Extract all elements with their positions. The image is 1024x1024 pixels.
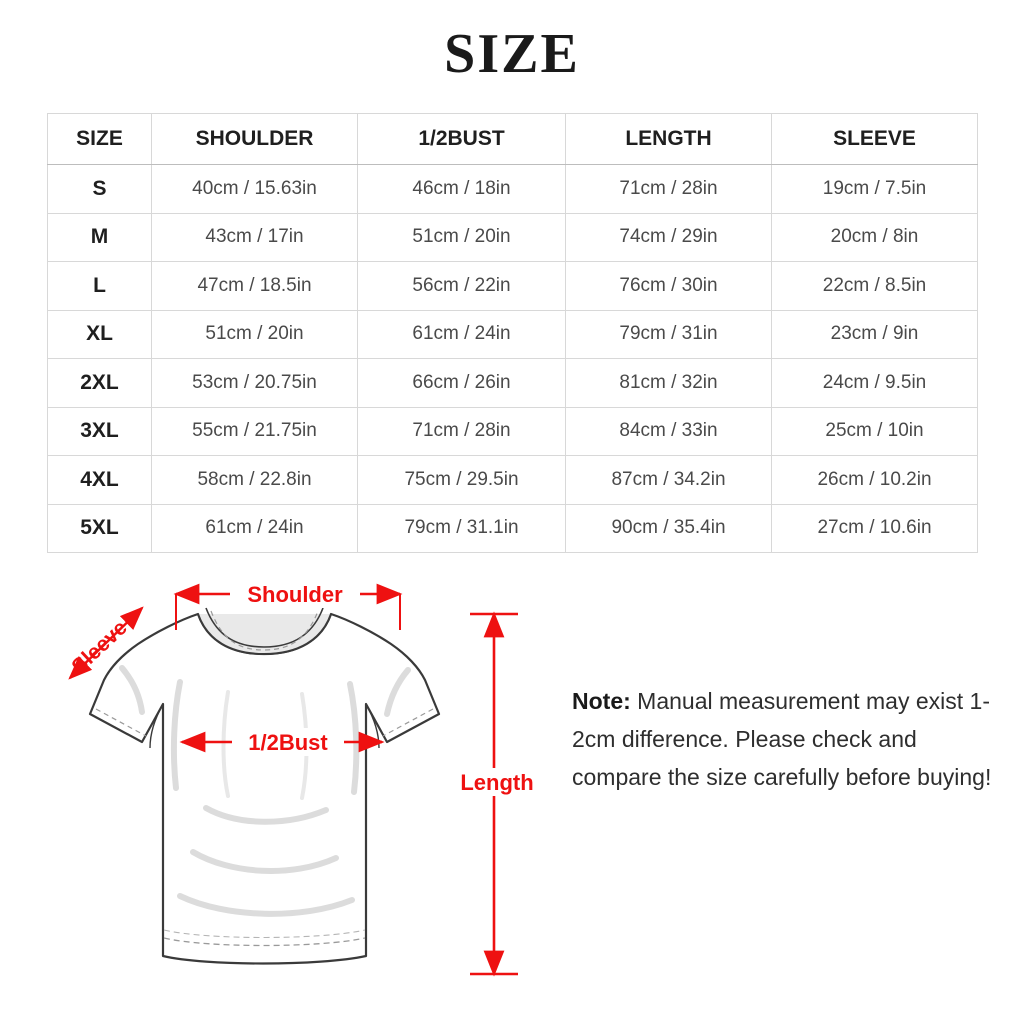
cell-length: 74cm / 29in	[566, 213, 772, 262]
cell-length: 71cm / 28in	[566, 165, 772, 214]
cell-size: 5XL	[48, 504, 152, 553]
cell-bust: 71cm / 28in	[358, 407, 566, 456]
measurement-diagram	[30, 552, 550, 1012]
column-header-shoulder: SHOULDER	[152, 114, 358, 165]
cell-size: 3XL	[48, 407, 152, 456]
cell-length: 76cm / 30in	[566, 262, 772, 311]
cell-bust: 66cm / 26in	[358, 359, 566, 408]
tshirt-illustration	[90, 608, 439, 964]
cell-bust: 75cm / 29.5in	[358, 456, 566, 505]
table-row	[48, 359, 978, 408]
cell-length: 81cm / 32in	[566, 359, 772, 408]
cell-sleeve: 20cm / 8in	[772, 213, 978, 262]
cell-size: XL	[48, 310, 152, 359]
cell-size: L	[48, 262, 152, 311]
cell-size: S	[48, 165, 152, 214]
bust-label: 1/2Bust	[248, 730, 328, 755]
cell-shoulder: 61cm / 24in	[152, 504, 358, 553]
cell-sleeve: 25cm / 10in	[772, 407, 978, 456]
measurement-note	[572, 682, 992, 796]
table-row	[48, 165, 978, 214]
length-measure	[454, 614, 540, 974]
sleeve-label: Sleeve	[67, 616, 132, 679]
cell-length: 84cm / 33in	[566, 407, 772, 456]
cell-shoulder: 53cm / 20.75in	[152, 359, 358, 408]
cell-shoulder: 58cm / 22.8in	[152, 456, 358, 505]
column-header-length: LENGTH	[566, 114, 772, 165]
cell-bust: 51cm / 20in	[358, 213, 566, 262]
length-label: Length	[460, 770, 534, 795]
note-text: Manual measurement may exist 1-2cm difference. Please check and compare the size carefully before buying!	[572, 688, 992, 790]
cell-shoulder: 51cm / 20in	[152, 310, 358, 359]
table-row	[48, 262, 978, 311]
cell-bust: 61cm / 24in	[358, 310, 566, 359]
table-row	[48, 213, 978, 262]
table-row	[48, 456, 978, 505]
size-chart-table	[47, 113, 978, 553]
cell-bust: 56cm / 22in	[358, 262, 566, 311]
column-header-bust: 1/2BUST	[358, 114, 566, 165]
column-header-sleeve: SLEEVE	[772, 114, 978, 165]
cell-shoulder: 55cm / 21.75in	[152, 407, 358, 456]
cell-sleeve: 23cm / 9in	[772, 310, 978, 359]
cell-size: 4XL	[48, 456, 152, 505]
cell-bust: 79cm / 31.1in	[358, 504, 566, 553]
cell-length: 90cm / 35.4in	[566, 504, 772, 553]
cell-size: 2XL	[48, 359, 152, 408]
cell-size: M	[48, 213, 152, 262]
cell-sleeve: 24cm / 9.5in	[772, 359, 978, 408]
cell-shoulder: 47cm / 18.5in	[152, 262, 358, 311]
cell-length: 79cm / 31in	[566, 310, 772, 359]
cell-bust: 46cm / 18in	[358, 165, 566, 214]
cell-sleeve: 22cm / 8.5in	[772, 262, 978, 311]
table-row	[48, 310, 978, 359]
cell-shoulder: 43cm / 17in	[152, 213, 358, 262]
shoulder-label: Shoulder	[247, 582, 343, 607]
page-title: SIZE	[444, 23, 580, 85]
cell-shoulder: 40cm / 15.63in	[152, 165, 358, 214]
column-header-size: SIZE	[48, 114, 152, 165]
cell-sleeve: 27cm / 10.6in	[772, 504, 978, 553]
table-row	[48, 407, 978, 456]
cell-sleeve: 26cm / 10.2in	[772, 456, 978, 505]
cell-sleeve: 19cm / 7.5in	[772, 165, 978, 214]
cell-length: 87cm / 34.2in	[566, 456, 772, 505]
table-header-row	[48, 114, 978, 165]
note-label: Note:	[572, 688, 631, 714]
table-row	[48, 504, 978, 553]
